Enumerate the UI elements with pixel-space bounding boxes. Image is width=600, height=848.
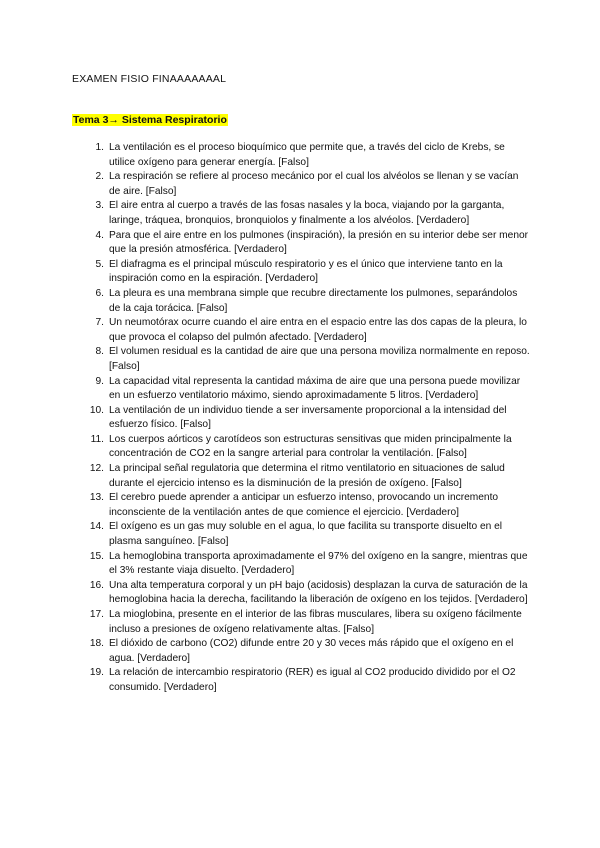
question-text: El dióxido de carbono (CO2) difunde entre 20 y 30 veces más rápido que el oxígeno en el agua. [Verdadero]	[109, 638, 514, 664]
question-text: La principal señal regulatoria que determina el ritmo ventilatorio en situaciones de salud durante el ejercicio intenso es la disminución de la presión de oxígeno. [Falso]	[109, 463, 505, 489]
question-text: El cerebro puede aprender a anticipar un esfuerzo intenso, provocando un incremento inconsciente de la ventilación antes de que comience el ejercicio. [Verdadero]	[109, 492, 499, 518]
question-item	[72, 491, 530, 520]
question-list	[72, 141, 530, 696]
question-item	[72, 258, 530, 287]
question-text: La relación de intercambio respiratorio (RER) es igual al CO2 producido dividido por el O2 consumido. [Verdadero]	[109, 667, 516, 693]
question-text: El aire entra al cuerpo a través de las fosas nasales y la boca, viajando por la garganta, laringe, tráquea, bronquios, bronquiolos y finalmente a los alvéolos. [Verdadero]	[109, 200, 505, 226]
question-item	[72, 550, 530, 579]
question-item	[72, 229, 530, 258]
question-number: 12.	[89, 463, 104, 475]
question-text: La hemoglobina transporta aproximadamente el 97% del oxígeno en la sangre, mientras que el 3% restante viaja disuelto. [Verdadero]	[109, 550, 528, 577]
question-text: Los cuerpos aórticos y carotídeos son estructuras sensitivas que miden principalmente la concentración de CO2 en la sangre arterial para controlar la ventilación. [Falso]	[109, 433, 512, 460]
question-item	[72, 462, 530, 491]
question-number: 9.	[95, 375, 104, 387]
question-number: 11.	[90, 433, 104, 445]
question-text: La mioglobina, presente en el interior de las fibras musculares, libera su oxígeno fácilmente incluso a presiones de oxígeno relativamente altas. [Falso]	[109, 609, 522, 635]
question-number: 4.	[95, 229, 104, 241]
question-text: Un neumotórax ocurre cuando el aire entra en el espacio entre las dos capas de la pleura, lo que provoca el colapso del pulmón afectado. [Verdadero]	[109, 317, 527, 343]
question-number: 19.	[89, 667, 104, 679]
question-text: Una alta temperatura corporal y un pH bajo (acidosis) desplazan la curva de saturación de la hemoglobina hacia la derecha, facilitando la liberación de oxígeno en los tejidos. [Verdadero]	[109, 579, 528, 606]
question-number: 10.	[89, 404, 104, 416]
question-item	[72, 608, 530, 637]
question-item	[72, 404, 530, 433]
question-number: 18.	[89, 638, 104, 650]
question-text: La ventilación es el proceso bioquímico que permite que, a través del ciclo de Krebs, se utilice oxígeno para generar energía. [Falso]	[109, 142, 505, 168]
question-number: 14.	[89, 521, 104, 533]
question-text: La respiración se refiere al proceso mecánico por el cual los alvéolos se llenan y se vacían de aire. [Falso]	[109, 171, 519, 197]
question-item	[72, 170, 530, 199]
question-text: Para que el aire entre en los pulmones (inspiración), la presión en su interior debe ser menor que la presión atmosférica. [Verdadero]	[109, 229, 529, 256]
question-item	[72, 666, 530, 695]
question-number: 1.	[95, 142, 104, 153]
question-item	[72, 345, 530, 374]
document-title: EXAMEN FISIO FINAAAAAAAL	[72, 73, 227, 85]
question-item	[72, 316, 530, 345]
question-number: 7.	[95, 317, 104, 329]
section-heading	[72, 114, 228, 126]
question-number: 6.	[95, 287, 104, 299]
question-item	[72, 433, 530, 462]
question-number: 3.	[95, 200, 104, 212]
question-number: 2.	[95, 171, 104, 183]
question-number: 13.	[89, 492, 104, 504]
question-text: El diafragma es el principal músculo respiratorio y es el único que interviene tanto en la inspiración como en la espiración. [Verdadero]	[109, 258, 503, 285]
question-item	[72, 199, 530, 228]
question-number: 17.	[89, 609, 104, 620]
question-item	[72, 579, 530, 608]
question-text: La pleura es una membrana simple que recubre directamente los pulmones, separándolos de la caja torácica. [Falso]	[109, 287, 518, 314]
question-item	[72, 375, 530, 404]
question-text: La ventilación de un individuo tiende a ser inversamente proporcional a la intensidad del esfuerzo físico. [Falso]	[109, 404, 507, 431]
question-item	[72, 141, 530, 170]
question-number: 8.	[95, 346, 104, 358]
question-number: 16.	[89, 579, 104, 591]
question-number: 5.	[95, 258, 104, 270]
question-text: El volumen residual es la cantidad de aire que una persona moviliza normalmente en reposo. [Falso]	[109, 346, 530, 372]
section-heading-highlight: Tema 3→ Sistema Respiratorio	[73, 114, 227, 126]
question-number: 15.	[89, 550, 104, 562]
question-item	[72, 287, 530, 316]
question-item	[72, 637, 530, 666]
question-text: El oxígeno es un gas muy soluble en el agua, lo que facilita su transporte disuelto en el plasma sanguíneo. [Falso]	[109, 521, 503, 548]
question-item	[72, 520, 530, 549]
question-text: La capacidad vital representa la cantidad máxima de aire que una persona puede movilizar en un esfuerzo ventilatorio máximo, siendo aproximadamente 5 litros. [Verdadero]	[109, 375, 521, 402]
